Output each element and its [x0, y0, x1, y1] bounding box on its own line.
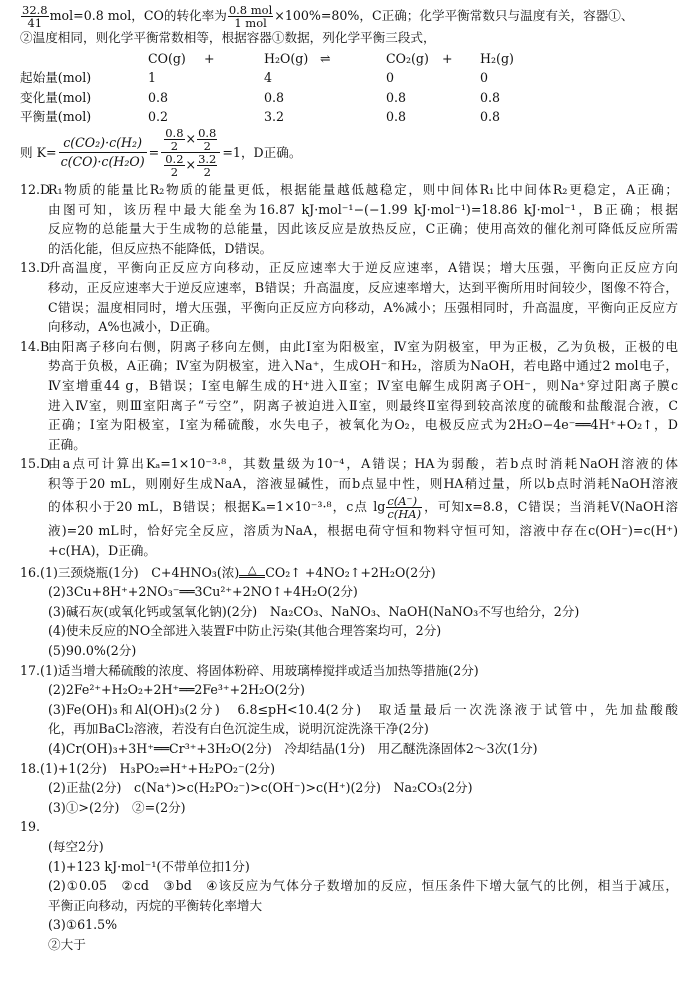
- table-cell: 0: [480, 70, 489, 86]
- question-15: [20, 454, 678, 560]
- table-row: [20, 107, 540, 127]
- text-line: 由阳离子移向右侧，阴离子移向左侧，由此Ⅰ室为阳极室，Ⅳ室为阴极室，甲为正极，乙为负极，正极的电: [48, 338, 678, 354]
- table-cell: 0.2: [148, 109, 169, 125]
- fraction: $\frac{\text{0.8 mol}}{\text{1 mol}}$: [228, 3, 273, 30]
- text-line: (1)+123 kJ·mol⁻¹(不带单位扣1分): [48, 858, 250, 874]
- fraction: $\frac{\text{c(CO₂)·c(H₂)}}{\text{c(CO)·c(H₂O)}}$: [60, 135, 145, 170]
- question-number: 19.: [20, 819, 41, 835]
- q18-line-1: 18.(1)+1(2分) H₃PO₂⇌H⁺+H₂PO₂⁻(2分): [20, 760, 276, 776]
- fraction: $\frac{0.8}{2}$ × $\frac{0.8}{2}$ $\frac{0.2}{2}$ × $\frac{3.2}{2}$: [161, 127, 220, 178]
- table-cell: +: [442, 50, 453, 66]
- table-cell: 3.2: [264, 109, 285, 125]
- table-cell: 0.8: [386, 89, 407, 105]
- text-line: 势高于负极，A正确；Ⅳ室为阴极室，进入Na⁺，生成OH⁻和H₂，溶质为NaOH，若电路中通过2 mol电子，: [48, 358, 678, 374]
- table-cell: 0.8: [148, 89, 169, 105]
- table-row: [20, 68, 540, 88]
- text-line: (3)①>(2分) ②=(2分): [48, 799, 186, 815]
- text-line: (每空2分): [48, 838, 104, 854]
- text-line: 积等于20 mL，则刚好生成NaA，溶液显碱性，而b点显中性，则HA稍过量，所以b点时消耗NaOH溶液: [48, 475, 678, 491]
- text-line: 液)=20 mL时，恰好完全反应，溶质为NaA，根据电荷守恒和物料守恒可知，溶液中存在c(OH⁻)=c(H⁺): [48, 523, 678, 539]
- table-cell: H₂(g): [480, 50, 514, 66]
- text-line: 正确；Ⅰ室为阳极室，Ⅰ室为稀硫酸，水失电子，被氧化为O₂，电极反应式为2H₂O−4e⁻══4H⁺+O₂↑，D: [48, 417, 678, 433]
- text-line: (2)3Cu+8H⁺+2NO₃⁻══3Cu²⁺+2NO↑+4H₂O(2分): [48, 584, 358, 600]
- text-line: 反应物的总能量大于生成物的总能量，因此该反应是放热反应，C正确；使用高效的催化剂可降低反应所需: [48, 221, 678, 237]
- question-number: 12.D: [20, 181, 51, 197]
- text-line: Ⅳ室增重44 g，B错误；Ⅰ室电解生成的H⁺进入Ⅱ室；Ⅳ室电解生成阴离子OH⁻，则Na⁺穿过阳离子膜c: [48, 377, 678, 393]
- question-17-parts: [20, 680, 678, 758]
- text-line: 的活化能，但反应热不能降低，D错误。: [48, 240, 273, 256]
- text-line: (2)2Fe²⁺+H₂O₂+2H⁺══2Fe³⁺+2H₂O(2分): [48, 682, 305, 698]
- table-cell: 0.8: [386, 109, 407, 125]
- question-number: 18.: [20, 760, 41, 776]
- row-label: 平衡量(mol): [20, 109, 92, 125]
- table-cell: 0.8: [264, 89, 285, 105]
- text-line: R₁物质的能量比R₂物质的能量更低，根据能量越低越稳定，则中间体R₁比中间体R₂更稳定，A正确；: [48, 181, 678, 197]
- text-line: 升高温度，平衡向正反应方向移动，正反应速率大于逆反应速率，A错误；增大压强，平衡向正反应方向: [48, 260, 678, 276]
- heat-condition-arrow: △: [239, 565, 265, 578]
- text-line: (4)使未反应的NO全部进入装置F中防止污染(其他合理答案均可，2分): [48, 623, 442, 639]
- table-cell: 4: [264, 70, 273, 86]
- table-cell: ⇌: [320, 50, 331, 66]
- question-13: [20, 258, 678, 336]
- text-line: C错误；温度相同时，增大压强，平衡向正反应方向移动，A%减小；压强相同时，升高温度，平衡向正反应方: [48, 299, 678, 315]
- equilibrium-table: [20, 49, 540, 127]
- text-line: 的体积小于20 mL，B错误；根据Kₐ=1×10⁻³·⁸，c点 lg $\frac{c(A^-)}{c(HA)}$ ，可知x=8.8，C错误；当消耗V(NaOH溶: [48, 494, 679, 522]
- text-line: 平衡正向移动，丙烷的平衡转化率增大: [48, 897, 263, 913]
- question-19-parts: [20, 837, 678, 955]
- question-number: 17.: [20, 662, 41, 678]
- text-line: (5)90.0%(2分): [48, 643, 137, 659]
- text-line: (3)碱石灰(或氧化钙或氢氧化钠)(2分) Na₂CO₃、NaNO₃、NaOH(NaNO₃不写也给分，2分): [48, 603, 580, 619]
- row-label: 起始量(mol): [20, 70, 92, 86]
- text-line: 由图可知，该历程中最大能垒为16.87 kJ·mol⁻¹−(−1.99 kJ·mol⁻¹)=18.86 kJ·mol⁻¹，B正确；根据: [48, 201, 678, 217]
- fraction: $\frac{32.8}{41}$: [22, 3, 48, 30]
- equation-row: [20, 49, 540, 69]
- table-cell: 1: [148, 70, 157, 86]
- table-cell: 0: [386, 70, 395, 86]
- question-14: [20, 337, 678, 455]
- table-cell: CO₂(g): [386, 50, 429, 66]
- equilibrium-constant-expression: 则 K= $\frac{\text{c(CO₂)·c(H₂)}}{\text{c(CO)·c(H₂O)}}$ = $\frac{0.8}{2}$ × $\frac{0.8}{2}$ $\frac{0.2}{2}$ × $\frac{3.2}{2}$ =1，D正确。: [20, 126, 302, 180]
- fraction: $\frac{c(A^-)}{c(HA)}$: [387, 494, 422, 522]
- text-line: +c(HA)，D正确。: [48, 543, 156, 559]
- text-line: 进入Ⅳ室，则Ⅲ室阳离子“亏空”，阴离子被迫进入Ⅱ室，则最终Ⅱ室得到较高浓度的硫酸和盐酸混合液，C: [48, 397, 678, 413]
- table-cell: CO(g): [148, 50, 186, 66]
- text-line: (3)①61.5%: [48, 917, 118, 933]
- row-label: 变化量(mol): [20, 89, 92, 105]
- question-12: [20, 180, 678, 258]
- q16-line-1: 16.(1)三颈烧瓶(1分) C+4HNO₃(浓) △ CO₂↑ +4NO₂↑+2H₂O(2分): [20, 562, 436, 580]
- table-cell: 0.8: [480, 109, 501, 125]
- question-number: 14.B: [20, 338, 50, 354]
- text-line: (2)正盐(2分) c(Na⁺)>c(H₂PO₂⁻)>c(OH⁻)>c(H⁺)(2分) Na₂CO₃(2分): [48, 780, 473, 796]
- table-row: [20, 88, 540, 108]
- table-cell: +: [204, 50, 215, 66]
- text-line: 正确。: [48, 436, 86, 452]
- q19-line-1: [20, 817, 678, 837]
- text-line: 移动，正反应速率大于逆反应速率，B错误；升高温度，反应速率增大，达到平衡所用时间较少，图像不符合，: [48, 279, 678, 295]
- question-16-parts: [20, 582, 678, 660]
- q17-line-1: 17.(1)适当增大稀硫酸的浓度、将固体粉碎、用玻璃棒搅拌或适当加热等措施(2分): [20, 662, 479, 678]
- text-line: ②大于: [48, 936, 86, 952]
- text-line: 化，再加BaCl₂溶液，若没有白色沉淀生成，说明沉淀洗涤干净(2分): [48, 721, 429, 737]
- question-number: 16.: [20, 564, 41, 580]
- table-cell: 0.8: [480, 89, 501, 105]
- text-line: (4)Cr(OH)₃+3H⁺══Cr³⁺+3H₂O(2分) 冷却结晶(1分) 用乙醚洗涤固体2～3次(1分): [48, 741, 538, 756]
- text-line: 由a点可计算出Kₐ=1×10⁻³·⁸，其数量级为10⁻⁴，A错误；HA为弱酸，若b点时消耗NaOH溶液的体: [48, 456, 678, 472]
- table-cell: H₂O(g): [264, 50, 309, 66]
- question-number: 13.D: [20, 260, 51, 276]
- text-line: 向移动，A%也减小，D正确。: [48, 319, 218, 335]
- text-line: (3)Fe(OH)₃和Al(OH)₃(2分) 6.8≤pH<10.4(2分) 取适量最后一次洗涤液于试管中，先加盐酸酸: [48, 701, 678, 717]
- text-line: (2)①0.05 ②cd ③bd ④该反应为气体分子数增加的反应，恒压条件下增大氩气的比例，相当于减压，: [48, 878, 678, 894]
- question-18-parts: [20, 778, 678, 817]
- question-number: 15.D: [20, 456, 51, 472]
- q11-line-1: $\frac{32.8}{41}$ mol=0.8 mol，CO的转化率为 $\frac{\text{0.8 mol}}{\text{1 mol}}$ ×100%=80%，C正确；化学平衡常数只与温度有关，容器①、: [22, 3, 634, 30]
- q11-line-2: ②温度相同，则化学平衡常数相等，根据容器①数据，列化学平衡三段式，: [20, 30, 436, 45]
